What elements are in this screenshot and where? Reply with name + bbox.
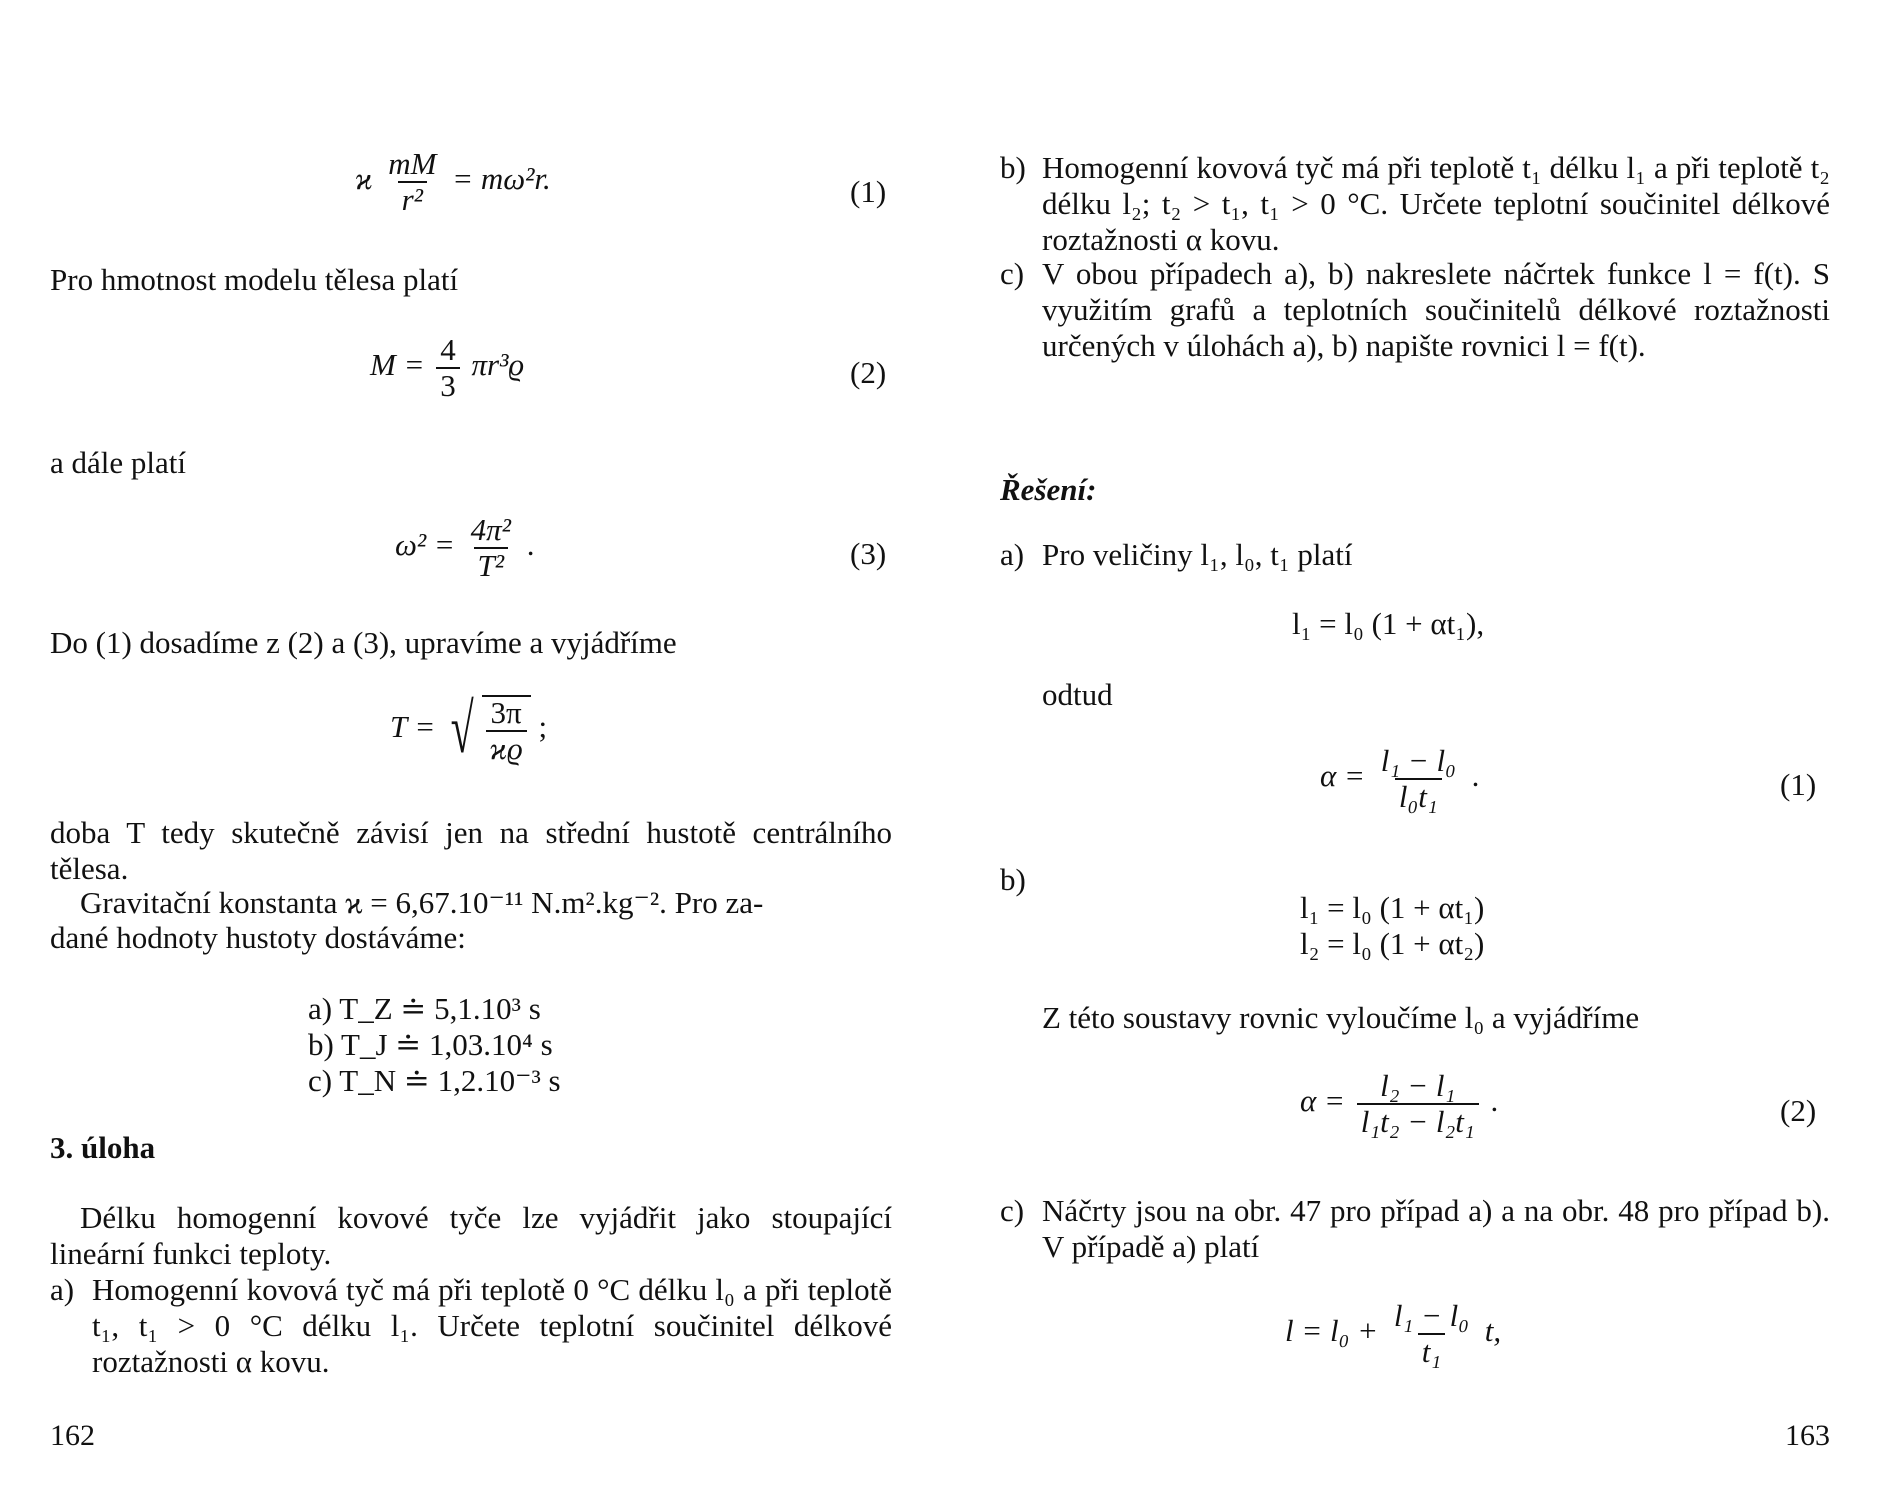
- equation-system: [1300, 890, 1484, 962]
- eq-tail: ;: [538, 709, 548, 745]
- system-line: l₁ = l₀ (1 + αt₁): [1300, 890, 1485, 925]
- result-item: [308, 991, 561, 1027]
- system-line: l₂ = l₀ (1 + αt₂): [1300, 926, 1485, 961]
- equation-alpha-1: [1320, 745, 1479, 813]
- square-root: [443, 691, 531, 768]
- item-text: Homogenní kovová tyč má při teplotě t₁ délku l₁ a při teplotě t₂ délku l₂; t₂ > t₁, t₁ > 0 °C. Určete teplotní součinitel délkové roztažnosti α kovu.: [1042, 150, 1830, 257]
- paragraph: Délku homogenní kovové tyče lze vyjádřit jako stoupající lineární funkci teploty.: [50, 1200, 892, 1271]
- radical-sign-icon: √: [450, 691, 474, 768]
- eq-tail: t,: [1484, 1313, 1502, 1349]
- fraction-numerator: 4: [440, 332, 456, 367]
- page-number: 162: [50, 1419, 95, 1452]
- result-label: c): [308, 1063, 333, 1098]
- eq-tail: .: [1471, 758, 1480, 794]
- result-text: T_N ≐ 1,2.10⁻³ s: [339, 1063, 561, 1098]
- fraction-numerator: mM: [388, 146, 437, 181]
- equation-number: (1): [850, 174, 887, 209]
- item-label: b): [1000, 862, 1026, 897]
- fraction-numerator: l₁ − l₀: [1380, 743, 1456, 778]
- section-heading: 3. úloha: [50, 1130, 156, 1165]
- eq-coefficient: ϰ: [355, 161, 373, 197]
- item-label: c): [1000, 1193, 1025, 1228]
- fraction-numerator: 4π²: [470, 512, 511, 547]
- equation-number: (2): [1780, 1093, 1817, 1128]
- task-item-c: [1000, 256, 1830, 364]
- fraction-denominator: 3: [436, 367, 460, 402]
- paragraph: odtud: [1042, 677, 1113, 712]
- fraction: [436, 334, 460, 402]
- fraction: [467, 514, 515, 582]
- paragraph: doba T tedy skutečně závisí jen na střední hustotě centrálního tělesa.: [50, 815, 892, 886]
- item-label: b): [1000, 150, 1026, 185]
- fraction: [1377, 745, 1460, 813]
- eq-rhs: = mω²r.: [452, 161, 551, 197]
- equation-a1: l₁ = l₀ (1 + αt₁),: [1292, 606, 1485, 641]
- equation-alpha-2: [1300, 1070, 1498, 1138]
- paragraph: Pro hmotnost modelu tělesa platí: [50, 262, 459, 297]
- fraction-denominator: T²: [474, 547, 509, 582]
- equation-number: (1): [1780, 767, 1817, 802]
- fraction: [384, 148, 440, 216]
- eq-lhs: ω² =: [395, 527, 455, 563]
- fraction: [1390, 1300, 1473, 1368]
- eq-lhs: α =: [1320, 758, 1365, 794]
- eq-lhs: α =: [1300, 1083, 1345, 1119]
- result-label: b): [308, 1027, 334, 1062]
- item-text: Náčrty jsou na obr. 47 pro případ a) a na obr. 48 pro případ b). V případě a) platí: [1042, 1193, 1830, 1264]
- equation-final: [1285, 1300, 1501, 1368]
- fraction-denominator: l₀t₁: [1395, 778, 1442, 813]
- item-label: a): [1000, 537, 1025, 572]
- fraction-denominator: l₁t₂ − l₂t₁: [1357, 1103, 1479, 1138]
- fraction-numerator: 3π: [490, 695, 522, 730]
- item-text: Pro veličiny l₁, l₀, t₁ platí: [1042, 537, 1353, 572]
- fraction-numerator: l₁ − l₀: [1393, 1298, 1470, 1333]
- eq-rhs: πr³ϱ: [471, 347, 525, 383]
- result-item: [308, 1063, 561, 1099]
- equation-3: [395, 514, 534, 582]
- equation-number: (3): [850, 536, 887, 571]
- fraction-denominator: r²: [398, 181, 427, 216]
- item-text: V obou případech a), b) nakreslete náčrtek funkce l = f(t). S využitím grafů a teplotních součinitelů délkové roztažnosti určených v úlohách a), b) napište rovnici l = f(t).: [1042, 256, 1830, 363]
- equation-1: [355, 148, 551, 216]
- fraction: [486, 697, 527, 765]
- task-item-a: [50, 1272, 892, 1380]
- eq-lhs: l = l₀ +: [1285, 1313, 1379, 1349]
- result-item: [308, 1027, 561, 1063]
- item-label: c): [1000, 256, 1025, 291]
- eq-tail: .: [1490, 1083, 1499, 1119]
- equation-2: [370, 334, 524, 402]
- fraction: [1357, 1070, 1479, 1138]
- radicand: [482, 695, 531, 765]
- paragraph-line: dané hodnoty hustoty dostáváme:: [50, 920, 466, 955]
- paragraph: Z této soustavy rovnic vyloučíme l₀ a vyjádříme: [1042, 1000, 1640, 1035]
- item-text: Homogenní kovová tyč má při teplotě 0 °C délku l₀ a při teplotě t₁, t₁ > 0 °C délku l₁. Určete teplotní součinitel délkové roztažnosti α kovu.: [92, 1272, 892, 1379]
- fraction-denominator: t₁: [1418, 1333, 1445, 1368]
- fraction-numerator: l₂ − l₁: [1380, 1068, 1456, 1103]
- solution-item-a: [1000, 537, 1830, 573]
- paragraph-line: Gravitační konstanta ϰ = 6,67.10⁻¹¹ N.m².kg⁻². Pro za-: [80, 885, 764, 920]
- results-list: [308, 991, 561, 1099]
- solution-heading: Řešení:: [1000, 472, 1097, 507]
- equation-number: (2): [850, 355, 887, 390]
- eq-lhs: M =: [370, 347, 425, 383]
- item-label: a): [50, 1272, 75, 1307]
- paragraph: Do (1) dosadíme z (2) a (3), upravíme a vyjádříme: [50, 625, 677, 660]
- eq-tail: .: [526, 527, 535, 563]
- eq-lhs: T =: [390, 709, 436, 745]
- paragraph: a dále platí: [50, 445, 186, 480]
- fraction-denominator: ϰϱ: [486, 730, 527, 765]
- task-item-b: [1000, 150, 1830, 258]
- equation-4: [390, 691, 548, 768]
- result-text: T_J ≐ 1,03.10⁴ s: [341, 1027, 553, 1062]
- result-label: a): [308, 991, 333, 1026]
- solution-item-c: [1000, 1193, 1830, 1265]
- result-text: T_Z ≐ 5,1.10³ s: [339, 991, 541, 1026]
- page-number: 163: [1785, 1419, 1830, 1452]
